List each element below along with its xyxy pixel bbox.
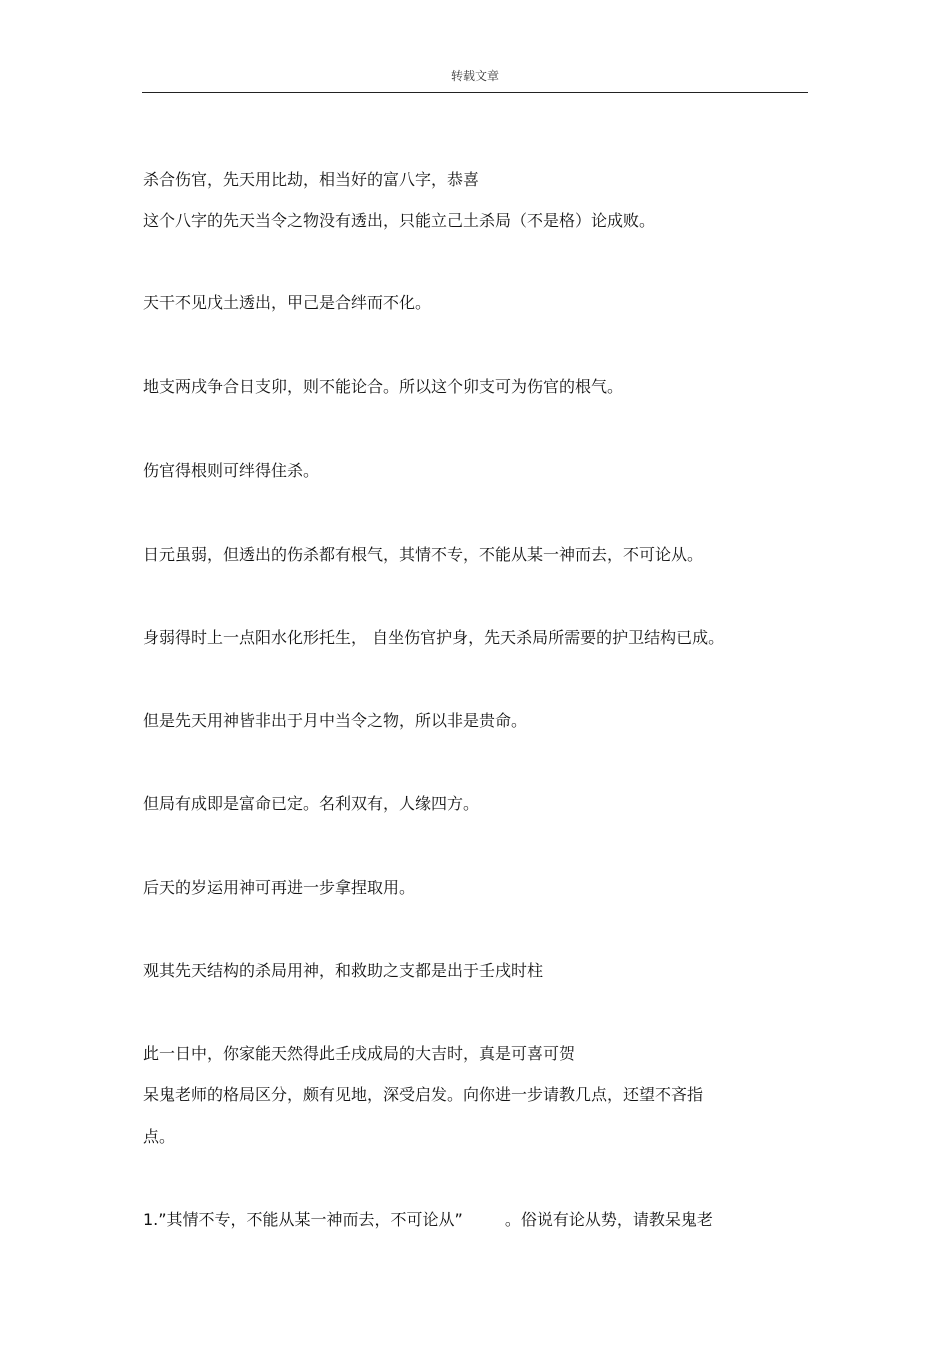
text-line-12: 此一日中，你家能天然得此壬戌成局的大吉时，真是可喜可贺 bbox=[143, 1044, 576, 1063]
text-line-1: 杀合伤官，先天用比劫，相当好的富八字，恭喜 bbox=[143, 170, 480, 189]
header-title: 转载文章 bbox=[450, 69, 499, 83]
text-line-7: 身弱得时上一点阳水化形托生， 自坐伤官护身，先天杀局所需要的护卫结构已成。 bbox=[143, 628, 725, 647]
text-line-4: 地支两戌争合日支卯，则不能论合。所以这个卯支可为伤官的根气。 bbox=[143, 377, 624, 396]
text-line-3: 天干不见戊土透出，甲己是合绊而不化。 bbox=[143, 293, 432, 312]
text-line-9: 但局有成即是富命已定。名利双有，人缘四方。 bbox=[143, 794, 480, 813]
text-line-15 bbox=[143, 1210, 713, 1230]
text-line-15-part2: 。俗说有论从势，请教呆鬼老 bbox=[504, 1210, 713, 1229]
text-line-8: 但是先天用神皆非出于月中当令之物，所以非是贵命。 bbox=[143, 711, 528, 730]
text-line-10: 后天的岁运用神可再进一步拿捏取用。 bbox=[143, 878, 416, 897]
text-line-5: 伤官得根则可绊得住杀。 bbox=[143, 461, 320, 480]
text-line-15-part1: 1.”其情不专，不能从某一神而去，不可论从” bbox=[143, 1210, 463, 1229]
text-line-6: 日元虽弱，但透出的伤杀都有根气，其情不专，不能从某一神而去，不可论从。 bbox=[143, 545, 704, 564]
text-line-11: 观其先天结构的杀局用神，和救助之支都是出于壬戌时柱 bbox=[143, 961, 544, 980]
text-line-2: 这个八字的先天当令之物没有透出，只能立己土杀局（不是格）论成败。 bbox=[143, 211, 656, 230]
text-line-13: 呆鬼老师的格局区分，颇有见地，深受启发。向你进一步请教几点，还望不吝指 bbox=[143, 1085, 704, 1104]
page-header bbox=[142, 64, 808, 93]
text-line-14: 点。 bbox=[143, 1127, 176, 1146]
